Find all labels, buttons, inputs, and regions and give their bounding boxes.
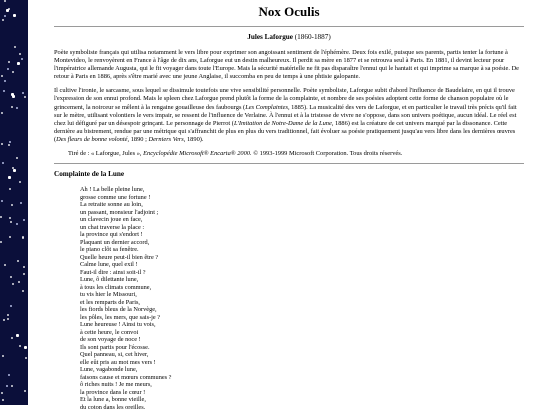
star-icon [20,202,22,204]
star-icon [2,399,4,401]
poem-line: Quel panneau, si, cet hiver, [80,351,149,359]
star-icon [23,266,25,268]
star-icon [11,337,13,339]
work-title: Les Complaintes [245,103,288,111]
star-icon [9,217,11,219]
star-icon [3,319,5,321]
star-icon [24,346,27,349]
star-icon [1,112,3,114]
credit-source: Encyclopédie Microsoft® Encarta® 2000. [143,150,252,158]
star-icon [13,14,16,17]
star-icon [4,15,6,17]
bio-text: , 1886) est la créature de cet univers marqué par la dissonance. Cette dernière au bistrement, rendue par une métrique qui s'affranchit de plus en plus du vers traditionnel, fait évoluer sa poésie pratiquement jusqu'au vers libre dans les dernières œuvres ( [54,119,516,143]
poem-line: Plaquant un dernier accord, [80,238,150,246]
poem-title: Complainte de la Lune [54,170,125,179]
star-icon [14,46,16,48]
poem-line: Faut-il dire : ainsi soit-il ? [80,268,146,276]
poem-line: un passant, monsieur l'adjoint ; [80,208,159,216]
poem-line: les fiords bleus de la Norvège, [80,306,157,314]
star-icon [1,392,3,394]
poem-line: grosse comme une fortune ! [80,193,151,201]
poem-line: à cette heure, le convoi [80,328,139,336]
poem-line: un clavecin joue en face, [80,216,143,224]
star-icon [8,8,10,10]
author-heading [54,33,524,41]
star-icon [16,334,19,337]
star-icon [8,144,10,146]
star-icon [24,96,26,98]
star-icon [1,143,3,145]
star-icon [16,157,18,159]
poem-line: Calme lune, quel exil ! [80,261,138,269]
poem-line: Lune, vagabonde lune, [80,366,138,374]
star-icon [8,61,10,63]
bio-text: , 1885). La musicalité des vers de Laforgue, et en particulier le travail très précis qu'il fait sur le mètre, utilisant volontiers le vers impair, se ressent de l'influence de Verlaine. À l'ennui et à la tristesse de vivre ne s'oppose, dans son univers poétique, aucun idéal. Le réel est chez lui défiguré par un désespoir grinçant. Le personnage de Pierrot ( [54,103,517,127]
star-icon [10,221,12,223]
star-icon [19,345,21,347]
poem-line: Quelle heure peut-il bien être ? [80,253,159,261]
poem-line: un chat traverse la place : [80,223,145,231]
star-icon [10,276,12,278]
star-icon [7,318,9,320]
poem-line: Ils sont partis pour l'écosse. [80,343,150,351]
divider-middle [54,163,524,164]
star-icon [23,273,25,275]
poem-line: la province dans le cœur ! [80,388,146,396]
star-icon [11,385,13,387]
star-icon [17,62,20,65]
star-icon [11,204,13,206]
star-icon [1,75,3,77]
bio-text: , 1890 ; [127,135,149,143]
star-icon [9,141,11,143]
credit-prefix: Tiré de : « Laforgue, Jules », [68,150,144,158]
work-title: Derniers Vers [148,135,184,143]
star-icon [19,53,21,55]
star-icon [23,219,25,221]
divider-top [54,26,524,27]
poem-line: faisons cause et mœurs communes ? [80,373,172,381]
starfield-sidebar [0,0,28,405]
bio-text: , 1890). [183,135,204,143]
poem-body [80,186,524,411]
credit-suffix: © 1993-1999 Microsoft Corporation. Tous droits réservés. [251,150,403,158]
work-title: Des fleurs de bonne volonté [56,135,128,143]
star-icon [7,314,9,316]
star-icon [25,357,27,359]
star-icon [4,264,6,266]
poem-line: La retraite sonne au loin, [80,201,143,209]
star-icon [9,236,11,238]
star-icon [18,281,20,283]
poem-line: Lune heureuse ! Ainsi tu vois, [80,321,156,329]
bio-paragraph-1: Poète symboliste français qui utilisa notamment le vers libre pour exprimer son angoissant sentiment de l'éphémère. Deux fois exilé, puisque ses parents, partis tenter la fortune à Montevideo, le renvoyèrent en France à l'âge de dix ans, Laforgue eut un destin malheureux. Il perdit sa mère en 1877 et se retrouva seul à Paris. En 1881, il devint lecteur pour l'impératrice allemande Augusta, qui le fit voyager dans toute l'Europe. Mais la sécurité matérielle ne fit pas disparaître l'ennui qui le hantait et qui imprime sa marque à sa poésie. De retour à Paris en 1886, après s'être marié avec une jeune Anglaise, il succomba en peu de temps à une phtisie galopante. [54,49,520,81]
star-icon [13,169,16,172]
star-icon [7,68,9,70]
page-title: Nox Oculis [258,4,320,19]
star-icon [0,241,2,243]
poem-line: Lune, ô dilettante lune, [80,276,139,284]
poem-line: du coton dans les oreilles. [80,403,146,411]
star-icon [16,223,18,225]
star-icon [4,80,6,82]
star-icon [12,71,14,73]
poem-line: et les remparts de Paris, [80,298,140,306]
star-icon [12,95,15,98]
star-icon [10,305,12,307]
star-icon [11,106,13,108]
star-icon [2,19,4,21]
star-icon [3,90,5,92]
star-icon [22,92,24,94]
star-icon [24,390,26,392]
star-icon [0,216,2,218]
poem-line: Et la lune a, bonne vieille, [80,396,146,404]
author-dates: (1860-1887) [294,33,331,41]
poem-line: Ah ! La belle pleine lune, [80,186,145,194]
star-icon [22,290,24,292]
poem-line: ô riches nuits ! Je me meurs, [80,381,152,389]
star-icon [12,283,14,285]
star-icon [21,58,23,60]
star-icon [8,374,10,376]
work-title: L'Imitation de Notre-Dame de la Lune [233,119,332,127]
bio-text: Il cultive l'ironie, le sarcasme, sous lequel se dissimule toutefois une vive sensibilité personnelle. Poète symboliste, Laforgue subit d'abord l'influence de Baudelaire, en qui il trouve l'expression de son ennui profond. Mais le spleen chez Laforgue prend plutôt la forme de la complainte, et nombre de ses poésies adoptent cette forme de chanson populaire où le grincement, la noirceur se mêlent à la rengaine gouailleuse des faubourgs ( [54,87,515,111]
star-icon [2,162,4,164]
poem-line: tu vis hier le Missouri, [80,291,137,299]
star-icon [2,355,4,357]
star-icon [6,385,8,387]
poem-line: la province qui s'endort ! [80,231,143,239]
poem-line: le piano clôt sa fenêtre. [80,246,139,254]
star-icon [8,176,11,179]
star-icon [1,200,3,202]
poem-line: elle eût pris au mot mes vers ! [80,358,156,366]
page-content [54,0,524,411]
star-icon [19,181,21,183]
star-icon [4,0,6,2]
poem-line: de son voyage de noce ! [80,336,141,344]
poem-line: à tous les climats commune, [80,283,152,291]
poem-line: les pôles, les mers, que sais-je ? [80,313,161,321]
star-icon [22,236,24,238]
star-icon [9,188,11,190]
bio-paragraph-2 [54,87,524,144]
source-credit [68,150,524,157]
star-icon [16,107,18,109]
author-name: Jules Laforgue [247,33,293,41]
star-icon [17,260,19,262]
